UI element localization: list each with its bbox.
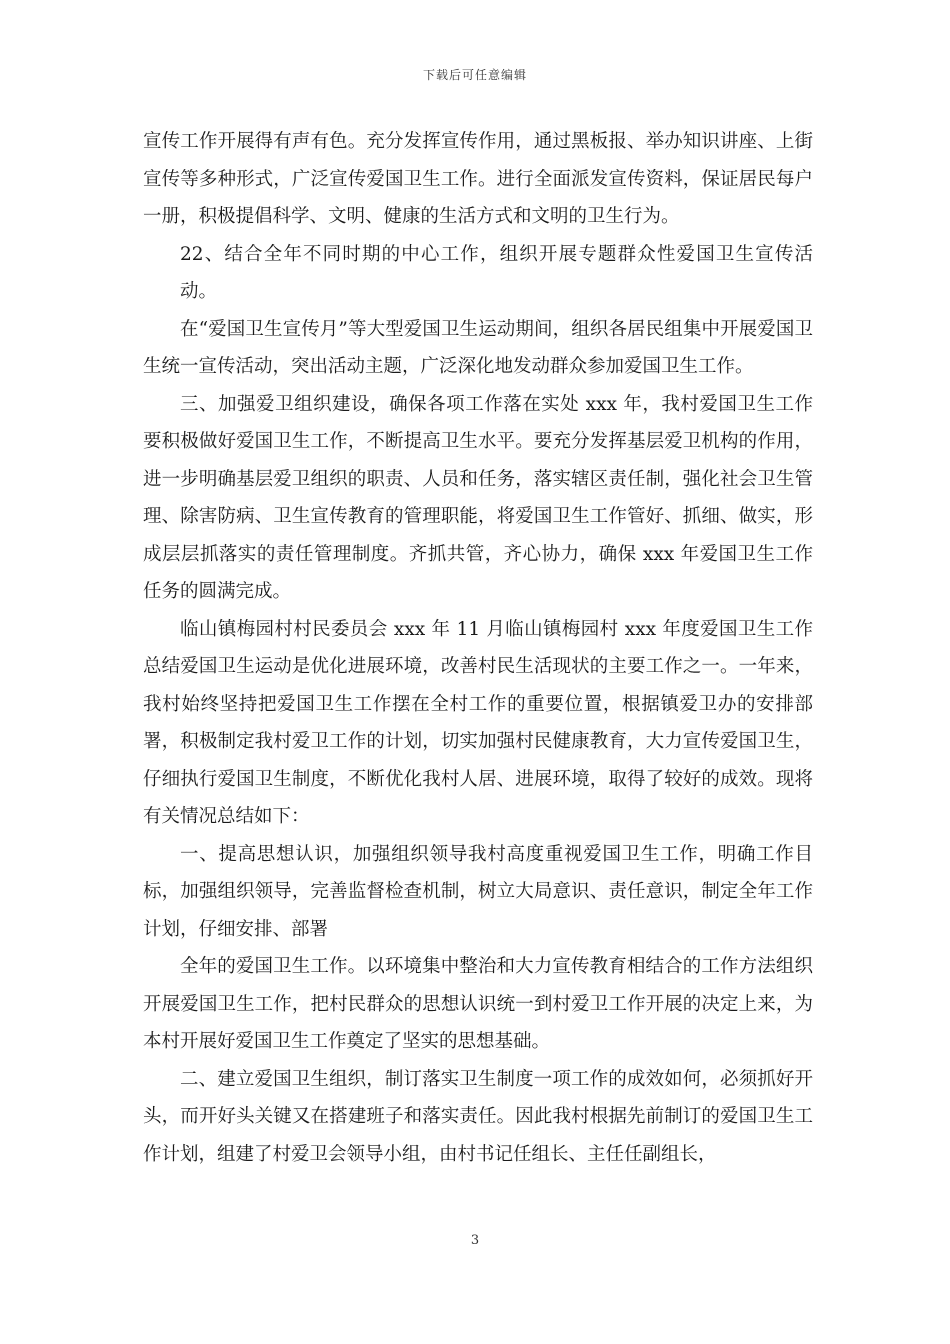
paragraph-section-one: 一、提高思想认识，加强组织领导我村高度重视爱国卫生工作，明确工作目标，加强组织领导，完善监督检查机制，树立大局意识、责任意识，制定全年工作计划，仔细安排、部署 bbox=[143, 843, 813, 940]
paragraph-item-22: 22、结合全年不同时期的中心工作，组织开展专题群众性爱国卫生宣传活动。 bbox=[180, 243, 813, 302]
paragraph-publicity-work: 宣传工作开展得有声有色。充分发挥宣传作用，通过黑板报、举办知识讲座、上街宣传等多种形式，广泛宣传爱国卫生工作。进行全面派发宣传资料，保证居民每户一册，积极提倡科学、文明、健康的生活方式和文明的卫生行为。 bbox=[143, 131, 813, 227]
paragraph-section-three: 三、加强爱卫组织建设，确保各项工作落在实处 xxx 年，我村爱国卫生工作要积极做好爱国卫生工作，不断提高卫生水平。要充分发挥基层爱卫机构的作用，进一步明确基层爱卫组织的职责、人员和任务，落实辖区责任制，强化社会卫生管理、除害防病、卫生宣传教育的管理职能，将爱国卫生工作管好、抓细、做实，形成层层抓落实的责任管理制度。齐抓共管，齐心协力，确保 xxx 年爱国卫生工作任务的圆满完成。 bbox=[143, 393, 813, 602]
paragraph-village-summary: 临山镇梅园村村民委员会 xxx 年 11 月临山镇梅园村 xxx 年度爱国卫生工作总结爱国卫生运动是优化进展环境，改善村民生活现状的主要工作之一。一年来，我村始终坚持把爱国卫生工作摆在全村工作的重要位置，根据镇爱卫办的安排部署，积极制定我村爱卫工作的计划，切实加强村民健康教育，大力宣传爱国卫生，仔细执行爱国卫生制度，不断优化我村人居、进展环境，取得了较好的成效。现将有关情况总结如下： bbox=[143, 618, 813, 827]
paragraph-publicity-month: 在“爱国卫生宣传月”等大型爱国卫生运动期间，组织各居民组集中开展爱国卫生统一宣传活动，突出活动主题，广泛深化地发动群众参加爱国卫生工作。 bbox=[143, 318, 813, 377]
document-body bbox=[143, 123, 813, 1173]
page-number: 3 bbox=[470, 1233, 480, 1248]
page-header: 下载后可任意编辑 bbox=[422, 68, 527, 82]
paragraph-section-two: 二、建立爱国卫生组织，制订落实卫生制度一项工作的成效如何，必须抓好开头，而开好头关键又在搭建班子和落实责任。因此我村根据先前制订的爱国卫生工作计划，组建了村爱卫会领导小组，由村书记任组长、主任任副组长， bbox=[143, 1068, 813, 1165]
paragraph-annual-work: 全年的爱国卫生工作。以环境集中整治和大力宣传教育相结合的工作方法组织开展爱国卫生工作，把村民群众的思想认识统一到村爱卫工作开展的决定上来，为本村开展好爱国卫生工作奠定了坚实的思想基础。 bbox=[143, 956, 813, 1052]
